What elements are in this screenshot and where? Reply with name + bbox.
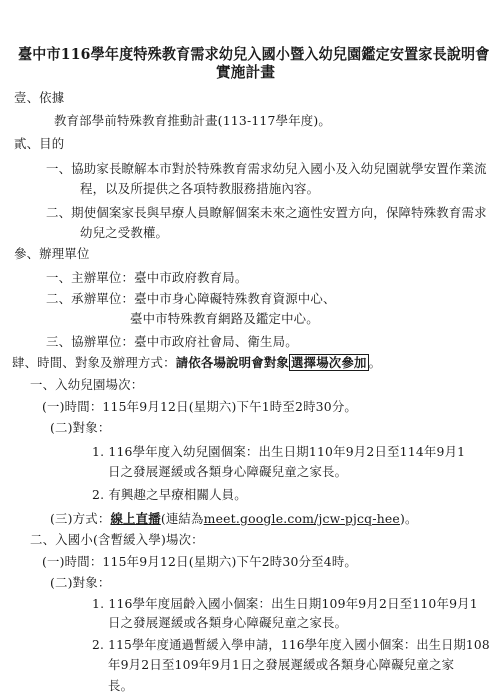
part-2-target-1-line2: 日之發展遲緩或各類身心障礙兒童之家長。: [108, 614, 348, 630]
link-close: )。: [399, 510, 418, 526]
section-3-item-2-line1: 二、承辦單位：臺中市身心障礙特殊教育資源中心、: [46, 290, 336, 306]
document-title-line2: 實施計畫: [216, 64, 276, 81]
part-1-target-1-line2: 日之發展遲緩或各類身心障礙兒童之家長。: [108, 464, 348, 480]
part-1-target-2: 2. 有興趣之早療相關人員。: [92, 486, 247, 502]
section-2-heading: 貳、目的: [14, 136, 65, 152]
section-2-item-1-line1: 一、協助家長瞭解本市對於特殊教育需求幼兒入國小及入幼兒園就學安置作業流: [46, 161, 487, 177]
section-3-item-3: 三、協辦單位：臺中市政府社會局、衛生局。: [46, 333, 298, 349]
part-1-heading: 一、入幼兒園場次：: [30, 376, 144, 392]
part-1-target-heading: (二)對象：: [50, 419, 111, 435]
section-4-heading: [12, 355, 381, 371]
part-1-target-1-line1: 1. 116學年度入幼兒園個案：出生日期110年9月2日至114年9月1: [92, 443, 466, 459]
section-2-item-2-line2: 幼兒之受教權。: [80, 224, 169, 240]
part-2-heading: 二、入國小(含暫緩入學)場次：: [30, 532, 204, 547]
part-2-target-2-line3: 長。: [108, 678, 134, 693]
document-title-line1: 臺中市116學年度特殊教育需求幼兒入國小暨入幼兒園鑑定安置家長說明會: [18, 46, 490, 63]
section-4-period: 。: [368, 355, 382, 371]
section-4-bold-text: 請依各場說明會對象: [175, 355, 290, 371]
section-4-heading-text: 肆、時間、對象及辦理方式：: [12, 355, 176, 371]
part-1-method-label: (三)方式：: [50, 510, 111, 526]
section-3-item-2-line2: 臺中市特殊教育網路及鑑定中心。: [130, 311, 319, 327]
live-stream-label: 線上直播: [110, 510, 161, 526]
meeting-link[interactable]: meet.google.com/jcw-pjcq-hee: [203, 510, 400, 526]
part-2-time: (一)時間：115年9月12日(星期六)下午2時30分至4時。: [42, 553, 358, 569]
part-2-target-2-line1: 2. 115學年度通過暫緩入學申請，116學年度入國小個案：出生日期108: [92, 636, 490, 652]
part-2-target-2-line2: 年9月2日至109年9月1日之發展遲緩或各類身心障礙兒童之家: [108, 657, 455, 673]
section-3-item-1: 一、主辦單位：臺中市政府教育局。: [46, 270, 248, 286]
section-3-heading: 參、辦理單位: [14, 246, 90, 262]
part-2-target-heading: (二)對象：: [50, 575, 111, 590]
part-2-target-1-line1: 1. 116學年度屆齡入國小個案：出生日期109年9月2日至110年9月1: [92, 595, 478, 611]
part-1-time: (一)時間：115年9月12日(星期六)下午1時至2時30分。: [42, 398, 358, 414]
section-1-heading: 壹、依據: [14, 89, 65, 105]
section-2-item-2-line1: 二、期使個案家長與早療人員瞭解個案未來之適性安置方向，保障特殊教育需求: [46, 204, 487, 220]
part-1-method: [50, 511, 418, 527]
section-1-text: 教育部學前特殊教育推動計畫(113-117學年度)。: [54, 113, 331, 128]
link-intro: (連結為: [160, 510, 204, 526]
section-4-boxed-text: 選擇場次參加: [291, 355, 367, 371]
section-2-item-1-line2: 程，以及所提供之各項特教服務措施內容。: [80, 180, 320, 196]
